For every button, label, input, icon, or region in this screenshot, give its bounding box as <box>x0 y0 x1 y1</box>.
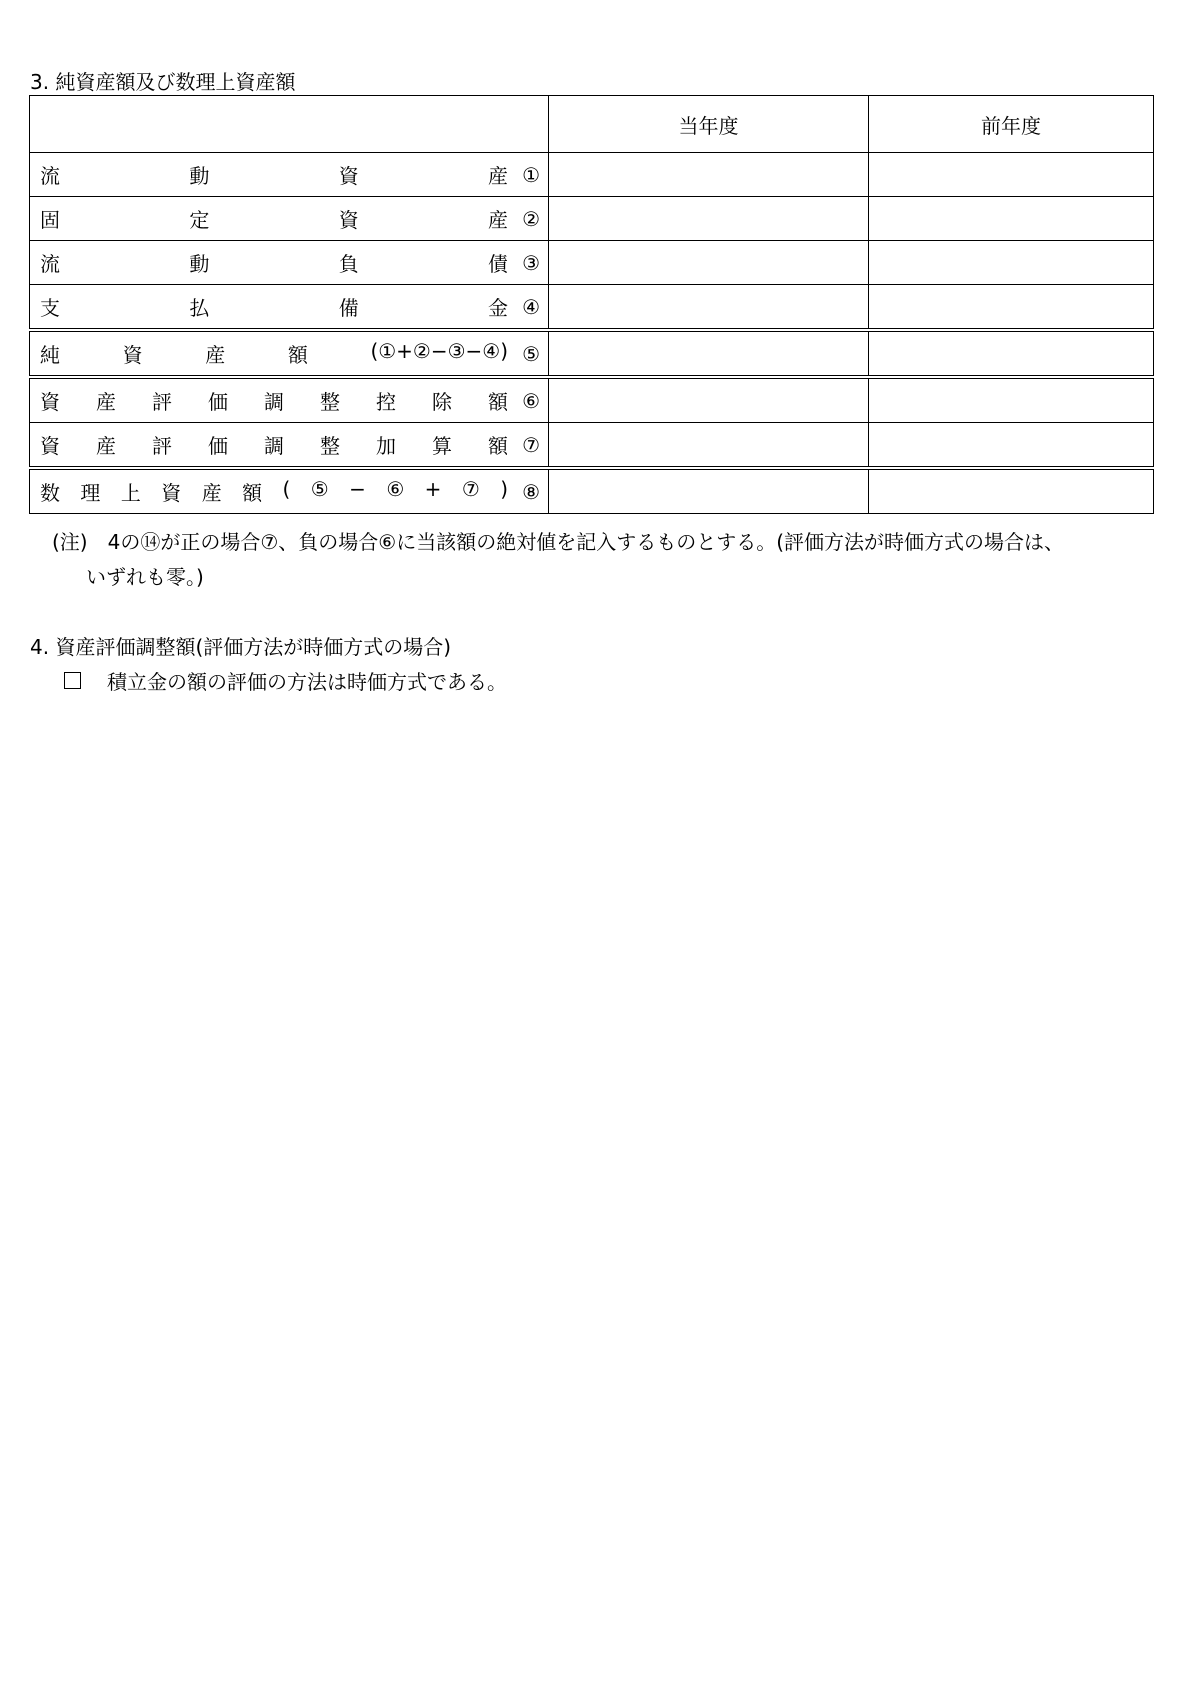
row-label-char: 備 <box>338 296 359 320</box>
row-label-char: ( <box>282 477 291 501</box>
note-line-2: いずれも零。) <box>86 565 204 589</box>
row-number: ⑥ <box>522 388 540 413</box>
previous-year-value-cell[interactable] <box>869 153 1154 197</box>
header-blank <box>30 96 549 153</box>
row-number: ② <box>522 206 540 231</box>
current-year-value-cell[interactable] <box>549 153 869 197</box>
current-year-value-cell[interactable] <box>549 377 869 423</box>
previous-year-value-cell[interactable] <box>869 423 1154 469</box>
row-label-char: + <box>424 477 442 501</box>
header-previous-year: 前年度 <box>869 96 1154 153</box>
current-year-value-cell[interactable] <box>549 423 869 469</box>
section4-title: 4. 資産評価調整額(評価方法が時価方式の場合) <box>30 635 452 659</box>
row-label-char: 支 <box>40 296 60 320</box>
table-header-row <box>30 96 1154 153</box>
previous-year-value-cell[interactable] <box>869 468 1154 514</box>
row-label-char: (①+②−③−④) <box>370 339 509 363</box>
row-label-char: 産 <box>201 481 222 505</box>
row-label-char: 除 <box>432 390 452 414</box>
row-label-char: 固 <box>40 208 60 232</box>
row-label-char: 流 <box>40 164 60 188</box>
row-label-char: 加 <box>376 434 396 458</box>
row-label-char: ) <box>500 477 509 501</box>
timevalue-checkbox-label: 積立金の額の評価の方法は時価方式である。 <box>107 670 507 694</box>
row-number: ④ <box>522 294 540 319</box>
previous-year-value-cell[interactable] <box>869 377 1154 423</box>
table-row <box>30 423 1154 469</box>
row-label-char: 債 <box>488 252 509 276</box>
row-label <box>30 468 549 514</box>
row-label-char: 払 <box>189 296 210 320</box>
row-label <box>30 285 549 331</box>
row-label-char: 整 <box>320 434 340 458</box>
row-label-char: 産 <box>96 390 116 414</box>
row-label-char: 額 <box>242 481 263 505</box>
row-label-char: 整 <box>320 390 340 414</box>
row-label-char: 流 <box>40 252 60 276</box>
row-label-char: 額 <box>287 343 308 367</box>
current-year-value-cell[interactable] <box>549 468 869 514</box>
row-label-char: 純 <box>40 343 60 367</box>
table-row <box>30 197 1154 241</box>
row-label <box>30 241 549 285</box>
row-label-char: 資 <box>40 390 60 414</box>
row-label-char: 資 <box>338 208 359 232</box>
row-label-char: 資 <box>161 481 182 505</box>
row-label-char: − <box>349 477 366 501</box>
section3-title: 3. 純資産額及び数理上資産額 <box>30 70 296 94</box>
row-label <box>30 377 549 423</box>
row-label-char: 額 <box>488 434 508 458</box>
row-number: ⑤ <box>522 341 540 366</box>
row-number: ① <box>522 162 540 187</box>
previous-year-value-cell[interactable] <box>869 197 1154 241</box>
row-label <box>30 423 549 469</box>
current-year-value-cell[interactable] <box>549 285 869 331</box>
table-row <box>30 285 1154 331</box>
timevalue-checkbox-row[interactable] <box>64 666 507 695</box>
row-label-char: ⑦ <box>461 477 480 501</box>
table-row <box>30 330 1154 377</box>
header-current-year: 当年度 <box>549 96 869 153</box>
row-label-char: 数 <box>40 481 60 505</box>
row-label-char: 資 <box>338 164 359 188</box>
row-number: ③ <box>522 250 540 275</box>
row-label-char: 評 <box>152 434 172 458</box>
current-year-value-cell[interactable] <box>549 330 869 377</box>
row-label-char: 調 <box>264 434 284 458</box>
row-number: ⑦ <box>522 432 540 457</box>
row-label-char: 負 <box>338 252 359 276</box>
row-label-char: 動 <box>189 164 210 188</box>
row-label-char: 産 <box>96 434 116 458</box>
row-label-char: 算 <box>432 434 452 458</box>
table-row <box>30 377 1154 423</box>
net-assets-table <box>29 95 1154 514</box>
row-label <box>30 330 549 377</box>
row-label-char: 産 <box>488 208 509 232</box>
row-label-char: 価 <box>208 390 228 414</box>
table-row <box>30 468 1154 514</box>
row-label-char: 産 <box>488 164 509 188</box>
previous-year-value-cell[interactable] <box>869 241 1154 285</box>
row-label-char: ⑤ <box>310 477 329 501</box>
note-line-1: (注) 4の⑭が正の場合⑦、負の場合⑥に当該額の絶対値を記入するものとする。(評価方法が時価方式の場合は、 <box>52 530 1064 554</box>
row-label-char: 理 <box>80 481 101 505</box>
row-label-char: 調 <box>264 390 284 414</box>
timevalue-checkbox[interactable] <box>64 672 81 689</box>
current-year-value-cell[interactable] <box>549 197 869 241</box>
row-label-char: 資 <box>122 343 143 367</box>
row-label-char: 資 <box>40 434 60 458</box>
row-label-char: 額 <box>488 390 508 414</box>
row-label-char: 動 <box>189 252 210 276</box>
row-label-char: 金 <box>488 296 509 320</box>
row-label-char: 定 <box>189 208 210 232</box>
row-label-char: 控 <box>376 390 396 414</box>
current-year-value-cell[interactable] <box>549 241 869 285</box>
table-row <box>30 153 1154 197</box>
row-label-char: 上 <box>120 481 141 505</box>
row-label-char: 産 <box>205 343 226 367</box>
table-row <box>30 241 1154 285</box>
previous-year-value-cell[interactable] <box>869 330 1154 377</box>
row-label <box>30 153 549 197</box>
row-label <box>30 197 549 241</box>
row-label-char: 価 <box>208 434 228 458</box>
previous-year-value-cell[interactable] <box>869 285 1154 331</box>
row-label-char: 評 <box>152 390 172 414</box>
row-label-char: ⑥ <box>386 477 405 501</box>
row-number: ⑧ <box>522 479 540 504</box>
